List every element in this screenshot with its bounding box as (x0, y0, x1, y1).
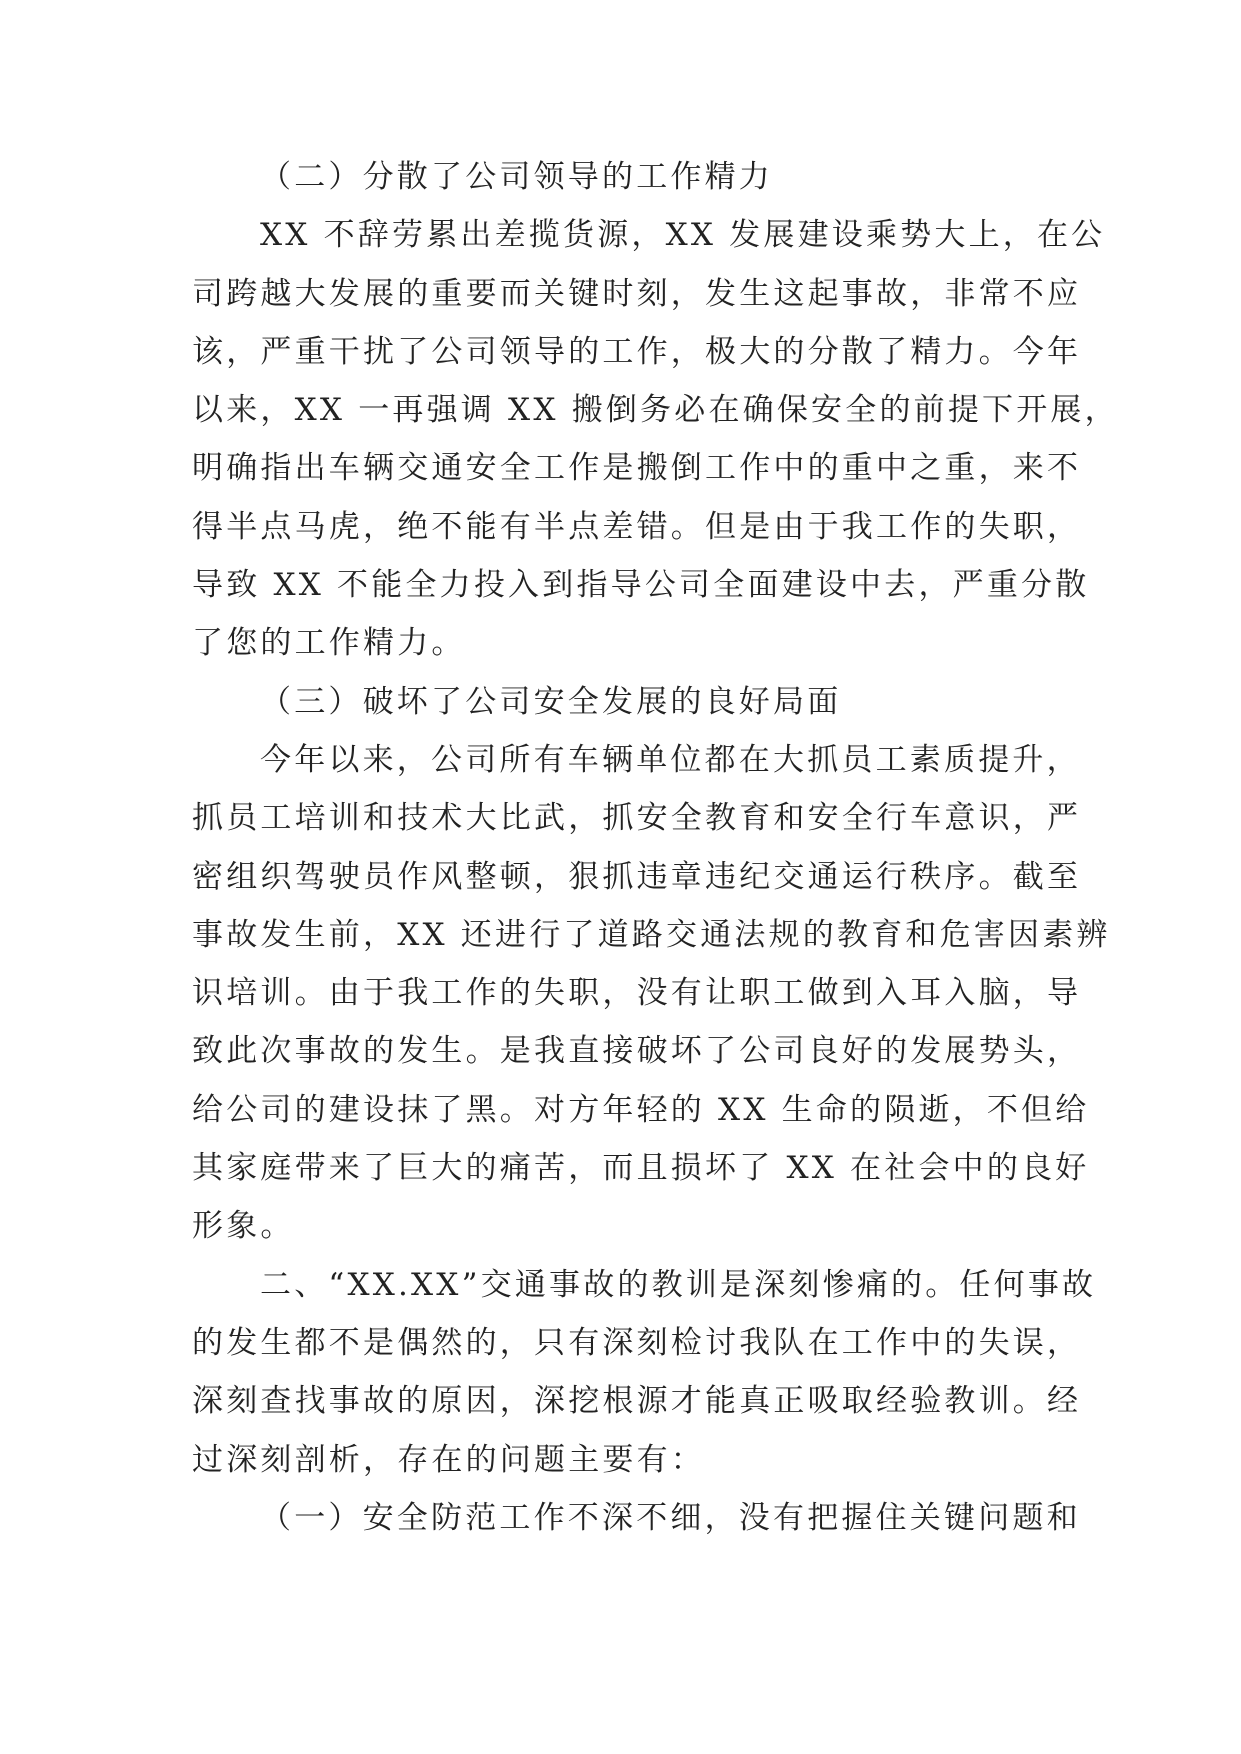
paragraph-p4 (192, 731, 1111, 1256)
text-line: 抓员工培训和技术大比武，抓安全教育和安全行车意识，严 (192, 800, 1082, 837)
text-line: 导致 XX 不能全力投入到指导公司全面建设中去，严重分散 (192, 567, 1090, 604)
text-line: 司跨越大发展的重要而关键时刻，发生这起事故，非常不应 (192, 275, 1082, 312)
text-line: XX 不辞劳累出差揽货源，XX 发展建设乘势大上，在公 (260, 217, 1106, 254)
text-line: （二）分散了公司领导的工作精力 (260, 159, 773, 195)
text-line: 其家庭带来了巨大的痛苦，而且损坏了 XX 在社会中的良好 (192, 1150, 1090, 1187)
text-line: 密组织驾驶员作风整顿，狠抓违章违纪交通运行秩序。截至 (192, 858, 1082, 895)
paragraph-p3 (192, 673, 1062, 731)
text-line: 明确指出车辆交通安全工作是搬倒工作中的重中之重，来不 (192, 450, 1082, 487)
text-line: 致此次事故的发生。是我直接破坏了公司良好的发展势头， (192, 1033, 1082, 1070)
text-line: 二、“XX.XX”交通事故的教训是深刻惨痛的。任何事故 (260, 1266, 1097, 1303)
text-line: 以来，XX 一再强调 XX 搬倒务必在确保安全的前提下开展， (192, 392, 1119, 429)
text-line: 事故发生前，XX 还进行了道路交通法规的教育和危害因素辨 (192, 916, 1111, 953)
paragraph-p5 (192, 1256, 1097, 1489)
text-line: 形象。 (192, 1208, 295, 1245)
text-line: 给公司的建设抹了黑。对方年轻的 XX 生命的陨逝，不但给 (192, 1091, 1090, 1128)
text-line: 得半点马虎，绝不能有半点差错。但是由于我工作的失职， (192, 508, 1082, 545)
paragraph-p1 (192, 148, 1062, 206)
text-line: 识培训。由于我工作的失职，没有让职工做到入耳入脑，导 (192, 975, 1082, 1012)
text-line: （一）安全防范工作不深不细，没有把握住关键问题和 (260, 1499, 1081, 1536)
paragraph-p2 (192, 206, 1119, 672)
text-line: 过深刻剖析，存在的问题主要有： (192, 1441, 705, 1478)
document-body (192, 148, 1119, 1547)
paragraph-p6 (192, 1489, 1081, 1547)
text-line: 的发生都不是偶然的，只有深刻检讨我队在工作中的失误， (192, 1324, 1082, 1361)
text-line: （三）破坏了公司安全发展的良好局面 (260, 683, 842, 720)
text-line: 了您的工作精力。 (192, 625, 466, 662)
text-line: 今年以来，公司所有车辆单位都在大抓员工素质提升， (260, 741, 1081, 778)
text-line: 该，严重干扰了公司领导的工作，极大的分散了精力。今年 (192, 333, 1082, 370)
text-line: 深刻查找事故的原因，深挖根源才能真正吸取经验教训。经 (192, 1383, 1082, 1420)
